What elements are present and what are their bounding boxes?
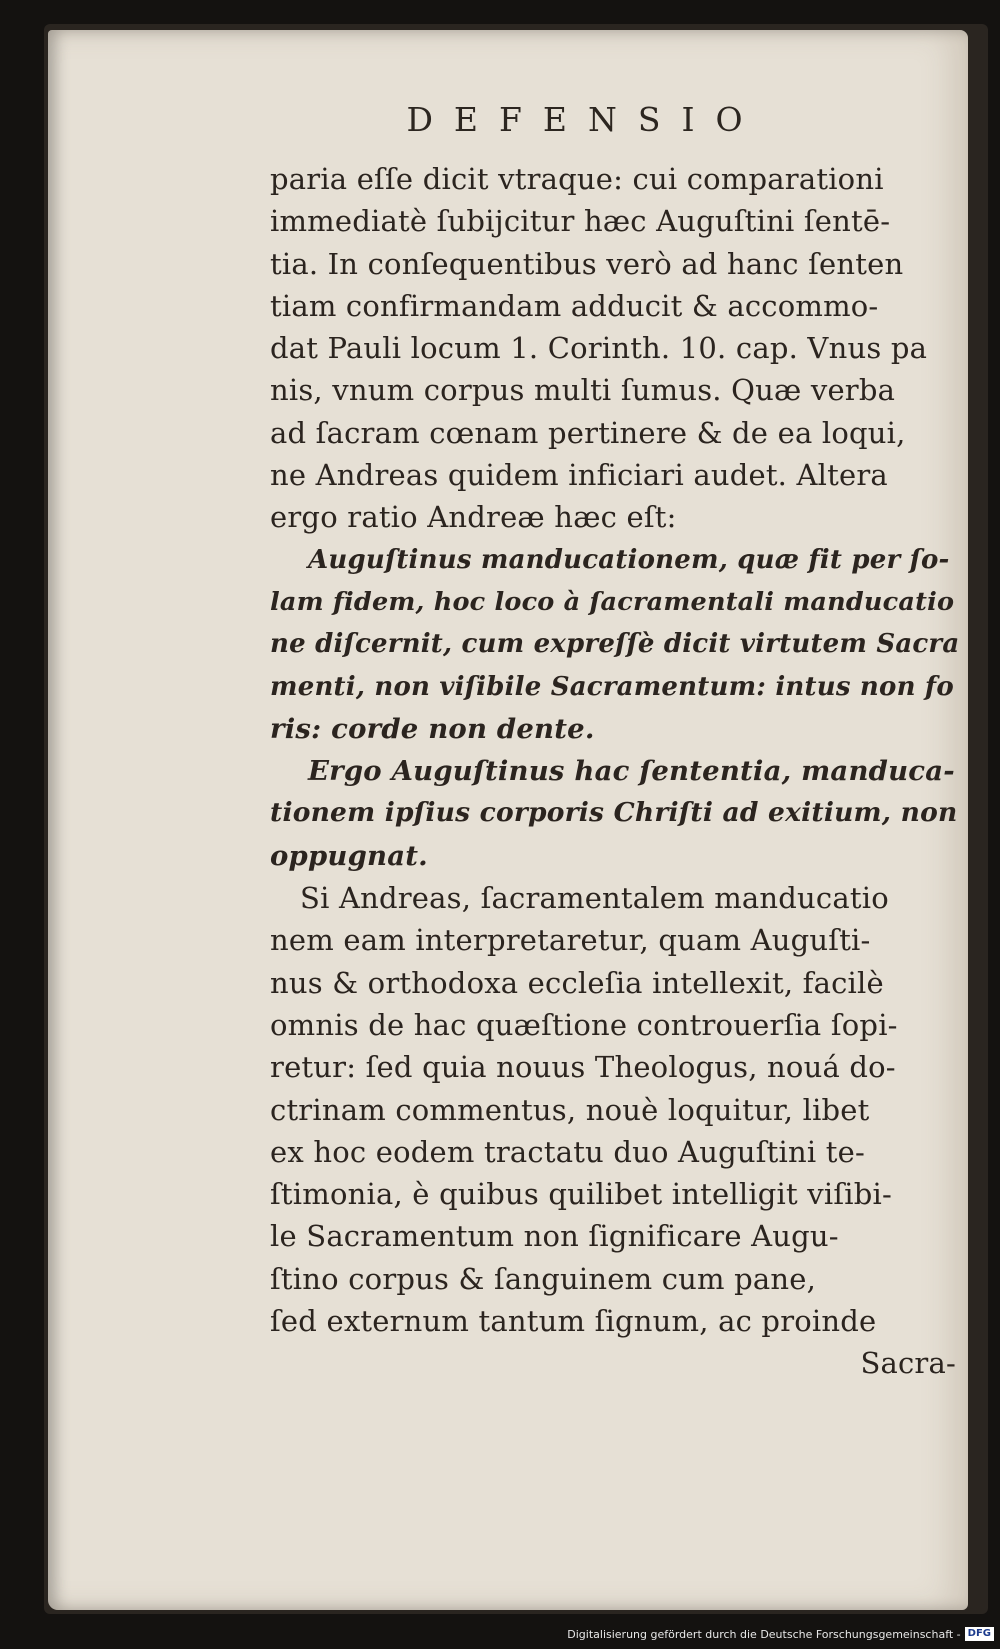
italic-line: lam fidem, hoc loco à ſacramentali manducatio (270, 586, 955, 617)
catchword: Sacra- (860, 1346, 956, 1381)
italic-line: Ergo Auguſtinus hac ſententia, manduca- (308, 755, 955, 788)
digitization-footer (567, 1625, 994, 1643)
footer-credit: Digitalisierung gefördert durch die Deutsche Forschungsgemeinschaft - (567, 1627, 961, 1641)
text-line: ſtimonia, è quibus quilibet intelligit viſibi- (270, 1177, 893, 1212)
text-line: ex hoc eodem tractatu duo Auguſtini te- (270, 1134, 865, 1169)
italic-line: oppugnat. (270, 839, 428, 872)
text-line: nem eam interpretaretur, quam Auguſti- (270, 923, 871, 958)
text-line: le Sacramentum non ſignificare Augu- (270, 1219, 839, 1254)
text-line: nus & orthodoxa eccleſia intellexit, facilè (270, 965, 884, 1000)
text-line: dat Pauli locum 1. Corinth. 10. cap. Vnus pa (270, 331, 928, 366)
italic-line: tionem ipſius corporis Chriſti ad exitium, non (270, 797, 958, 829)
italic-line: Auguſtinus manducationem, quæ fit per ſo- (308, 544, 950, 575)
text-line: ſtino corpus & ſanguinem cum pane, (270, 1261, 817, 1296)
text-line: Si Andreas, ſacramentalem manducatio (300, 881, 889, 916)
text-line: ne Andreas quidem inficiari audet. Altera (270, 458, 888, 493)
running-head: DEFENSIO (406, 100, 764, 139)
text-line: ergo ratio Andreæ hæc eſt: (270, 500, 677, 535)
text-line: paria eſſe dicit vtraque: cui comparationi (270, 162, 884, 196)
italic-line: menti, non viſibile Sacramentum: intus non fo (270, 671, 954, 702)
text-line: ſed externum tantum ſignum, ac proinde (270, 1304, 877, 1339)
dfg-logo: DFG (965, 1627, 994, 1641)
text-line: tia. In conſequentibus verò ad hanc ſenten (270, 246, 904, 281)
text-line: omnis de hac quæſtione controuerſia ſopi- (270, 1007, 898, 1042)
text-line: tiam confirmandam adducit & accommo- (270, 288, 879, 323)
text-line: immediatè ſubijcitur hæc Auguſtini ſentē- (270, 204, 891, 239)
italic-line: ne diſcernit, cum expreſſè dicit virtutem Sacra (270, 629, 960, 660)
text-line: ctrinam commentus, nouè loquitur, libet (270, 1092, 870, 1127)
text-line: ad ſacram cœnam pertinere & de ea loqui, (270, 415, 906, 450)
italic-line: ris: corde non dente. (270, 712, 595, 745)
text-line: retur: ſed quia nouus Theologus, nouá do- (270, 1050, 896, 1085)
text-block (270, 158, 960, 1385)
text-line: nis, vnum corpus multi ſumus. Quæ verba (270, 373, 896, 408)
